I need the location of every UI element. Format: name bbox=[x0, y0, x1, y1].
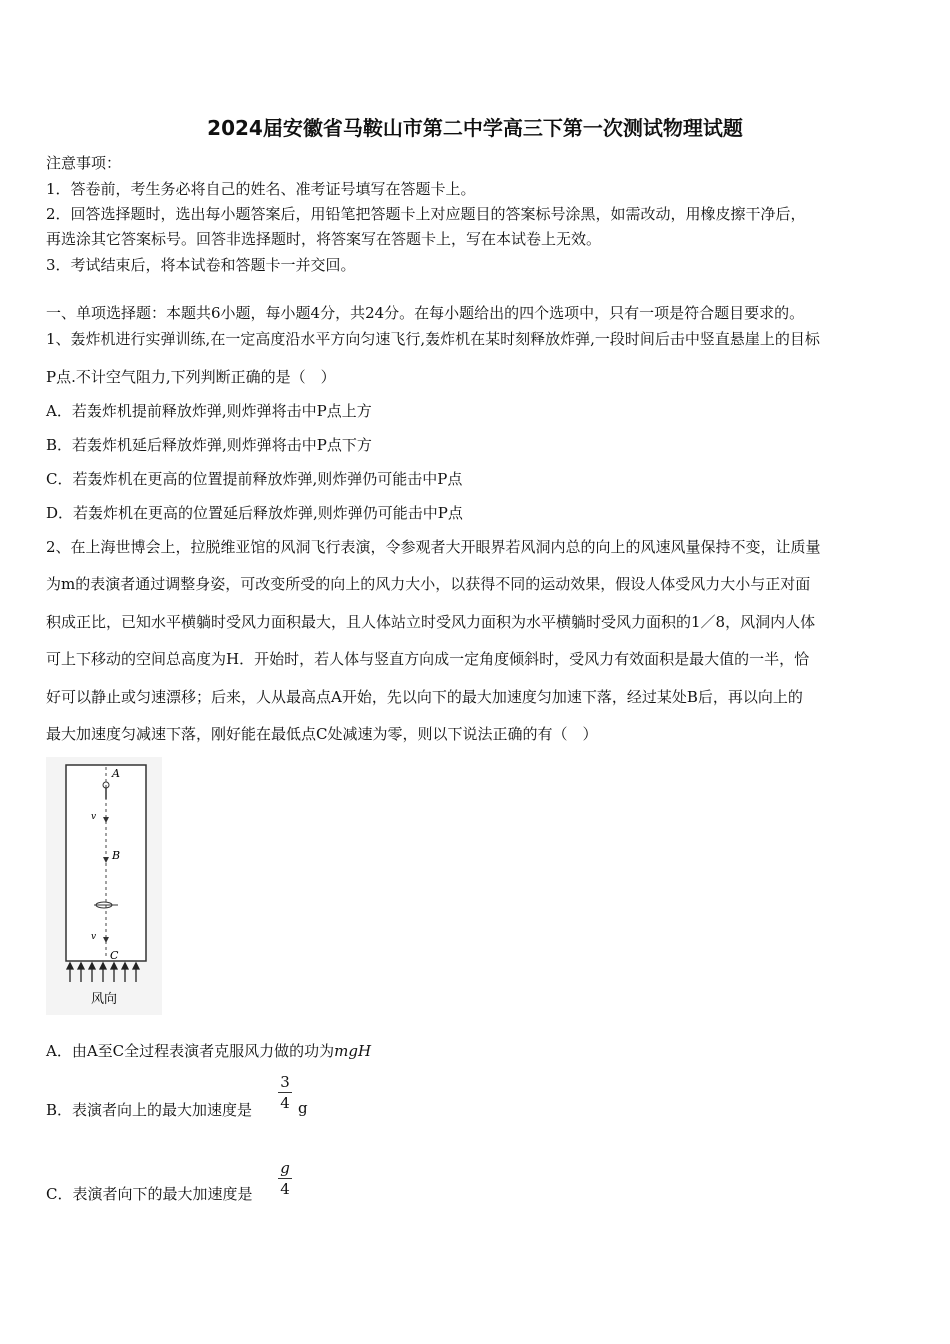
notice-item-2: 2．回答选择题时，选出每小题答案后，用铅笔把答题卡上对应题目的答案标号涂黑，如需改动，用橡皮擦干净后， bbox=[46, 205, 806, 223]
q2-stem-line-4: 可上下移动的空间总高度为H．开始时，若人体与竖直方向成一定角度倾斜时，受风力有效面积是最大值的一半，恰 bbox=[46, 650, 810, 668]
label-velocity-2: v bbox=[91, 932, 97, 942]
q2-stem-line-3: 积成正比，已知水平横躺时受风力面积最大，且人体站立时受风力面积为水平横躺时受风力面积的1／8，风洞内人体 bbox=[46, 613, 816, 631]
label-velocity-1: v bbox=[91, 812, 97, 822]
wind-tunnel-figure bbox=[46, 757, 162, 1015]
q2-stem-line-2: 为m的表演者通过调整身姿，可改变所受的向上的风力大小，以获得不同的运动效果，假设人体受风力大小与正对面 bbox=[46, 575, 811, 593]
q2-option-b-text: B．表演者向上的最大加速度是 bbox=[46, 1101, 253, 1119]
notice-item-2-cont: 再选涂其它答案标号。回答非选择题时，将答案写在答题卡上，写在本试卷上无效。 bbox=[46, 230, 602, 248]
q2-option-a-text: A．由A至C全过程表演者克服风力做的功为 bbox=[46, 1042, 335, 1060]
q2-option-c-text: C．表演者向下的最大加速度是 bbox=[46, 1185, 253, 1203]
label-point-b: B bbox=[112, 849, 121, 862]
q1-option-a: A．若轰炸机提前释放炸弹,则炸弹将击中P点上方 bbox=[46, 402, 372, 420]
q1-stem-line-1: 1、轰炸机进行实弹训练,在一定高度沿水平方向匀速飞行,轰炸机在某时刻释放炸弹,一段时间后击中竖直悬崖上的目标 bbox=[46, 330, 820, 348]
q2-option-a bbox=[46, 1040, 371, 1061]
fraction-numerator: g bbox=[280, 1159, 290, 1177]
fraction-denominator: 4 bbox=[280, 1094, 290, 1112]
q2-option-b-unit: g bbox=[298, 1099, 308, 1117]
q1-stem-line-2: P点.不计空气阻力,下列判断正确的是（ ） bbox=[46, 368, 336, 386]
fraction-denominator: 4 bbox=[280, 1180, 290, 1198]
q2-option-b bbox=[46, 1099, 252, 1120]
q2-option-c-fraction bbox=[278, 1159, 292, 1198]
fraction-bar bbox=[278, 1178, 292, 1179]
q2-stem-line-5: 好可以静止或匀速漂移；后来，人从最高点A开始，先以向下的最大加速度匀加速下落，经过某处B后，再以向上的 bbox=[46, 688, 803, 706]
fraction-bar bbox=[278, 1092, 292, 1093]
exam-title: 2024届安徽省马鞍山市第二中学高三下第一次测试物理试题 bbox=[207, 116, 743, 140]
q2-stem-line-1: 2、在上海世博会上，拉脱维亚馆的风洞飞行表演，令参观者大开眼界若风洞内总的向上的风速风量保持不变，让质量 bbox=[46, 538, 821, 556]
section-heading: 一、单项选择题：本题共6小题，每小题4分，共24分。在每小题给出的四个选项中，只有一项是符合题目要求的。 bbox=[46, 304, 805, 322]
q2-stem-line-6: 最大加速度匀减速下落，刚好能在最低点C处减速为零，则以下说法正确的有（ ） bbox=[46, 725, 598, 743]
notice-item-3: 3．考试结束后，将本试卷和答题卡一并交回。 bbox=[46, 256, 356, 274]
figure-caption-wind-direction: 风向 bbox=[90, 992, 118, 1007]
label-point-c: C bbox=[110, 949, 119, 962]
q2-option-b-fraction bbox=[278, 1073, 292, 1112]
label-point-a: A bbox=[112, 767, 120, 780]
q2-option-c bbox=[46, 1183, 252, 1204]
q2-option-a-math: mgH bbox=[334, 1042, 372, 1060]
notice-item-1: 1．答卷前，考生务必将自己的姓名、准考证号填写在答题卡上。 bbox=[46, 180, 476, 198]
q1-option-d: D．若轰炸机在更高的位置延后释放炸弹,则炸弹仍可能击中P点 bbox=[46, 504, 463, 522]
q1-option-c: C．若轰炸机在更高的位置提前释放炸弹,则炸弹仍可能击中P点 bbox=[46, 470, 463, 488]
q1-option-b: B．若轰炸机延后释放炸弹,则炸弹将击中P点下方 bbox=[46, 436, 372, 454]
notice-heading: 注意事项： bbox=[46, 154, 122, 172]
fraction-numerator: 3 bbox=[280, 1073, 290, 1091]
